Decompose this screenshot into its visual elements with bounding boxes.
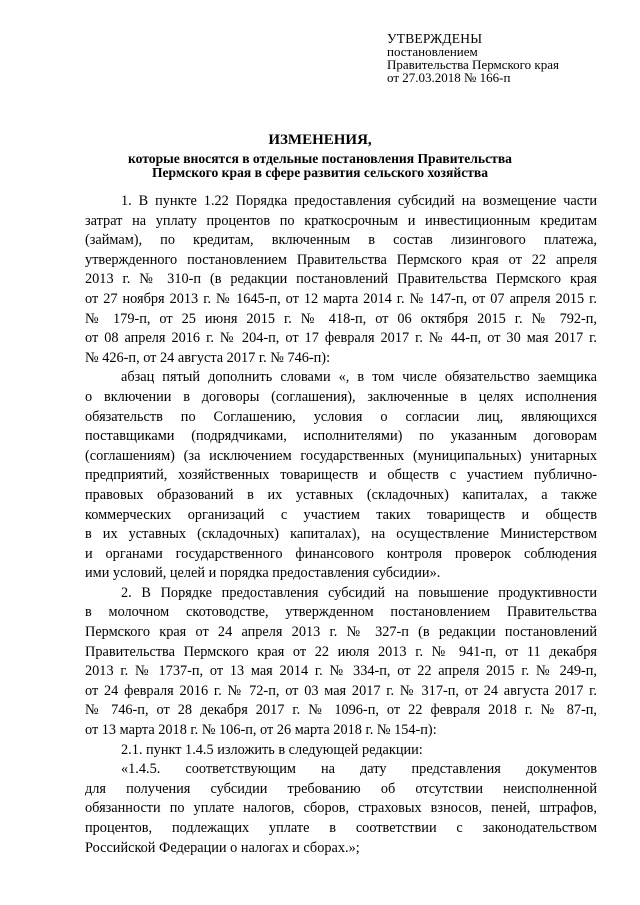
approval-line: Правительства Пермского края	[387, 57, 559, 72]
paragraph-line: для получения субсидии требованию об отсутствии неисполненной	[85, 780, 597, 797]
paragraph-line: «1.4.5. соответствующим на дату представления документов	[121, 761, 597, 778]
paragraph-line: предприятий, хозяйственных товариществ и обществ с участием публично-	[85, 467, 597, 484]
approval-line: постановлением	[387, 44, 478, 59]
paragraph-line: обязанности по уплате налогов, сборов, страховых взносов, пеней, штрафов,	[85, 800, 597, 817]
paragraph-line: Правительства Пермского края от 22 июля 2013 г. № 941-п, от 11 декабря	[85, 643, 597, 660]
paragraph-line: от 08 апреля 2016 г. № 204-п, от 17 февраля 2017 г. № 44-п, от 30 мая 2017 г.	[85, 330, 597, 347]
paragraph-line: процентов, подлежащих уплате в соответствии с законодательством	[85, 820, 597, 836]
paragraph-line: о включении в договоры (соглашения), заключенные в целях исполнения	[85, 388, 597, 405]
paragraph-line: 2. В Порядке предоставления субсидий на повышение продуктивности	[121, 584, 597, 601]
paragraph-line: № 746-п, от 28 декабря 2017 г. № 1096-п, от 22 февраля 2018 г. № 87-п,	[85, 702, 597, 719]
paragraph-line: № 426-п, от 24 августа 2017 г. № 746-п):	[85, 349, 331, 366]
paragraph-line: от 27 ноября 2013 г. № 1645-п, от 12 марта 2014 г. № 147-п, от 07 апреля 2015 г.	[85, 290, 597, 307]
paragraph-line: Российской Федерации о налогах и сборах.»;	[85, 839, 360, 856]
subtitle-line: Пермского края в сфере развития сельского хозяйства	[151, 165, 489, 180]
paragraph-line: (займам), по кредитам, включенным в состав лизингового платежа,	[85, 232, 597, 249]
paragraph-line: абзац пятый дополнить словами «, в том числе обязательство заемщика	[121, 369, 597, 386]
paragraph-line: и органами государственного финансового контроля проверок соблюдения	[85, 545, 597, 562]
paragraph-line: ими условий, целей и порядка предоставления субсидии».	[85, 565, 441, 582]
paragraph-line: 2013 г. № 310-п (в редакции постановлений Правительства Пермского края	[85, 271, 597, 288]
paragraph-line: № 179-п, от 25 июня 2015 г. № 418-п, от 06 октября 2015 г. № 792-п,	[85, 310, 597, 327]
paragraph-line: 2.1. пункт 1.4.5 изложить в следующей редакции:	[121, 741, 423, 758]
paragraph-line: Пермского края от 24 апреля 2013 г. № 327-п (в редакции постановлений	[85, 624, 597, 641]
paragraph-line: правовых образований в их уставных (складочных) капиталах, а также	[85, 486, 597, 503]
paragraph-line: коммерческих организаций с участием таких товариществ и обществ	[85, 506, 597, 523]
subtitle-line: которые вносятся в отдельные постановления Правительства	[128, 151, 512, 166]
paragraph-line: утвержденного постановлением Правительства Пермского края от 22 апреля	[85, 251, 597, 268]
paragraph-line: от 13 марта 2018 г. № 106-п, от 26 марта 2018 г. № 154-п):	[85, 722, 437, 739]
paragraph-line: 1. В пункте 1.22 Порядка предоставления субсидий на возмещение части	[121, 193, 597, 209]
document-subtitle	[0, 152, 640, 180]
document-body	[85, 192, 597, 858]
document-title: ИЗМЕНЕНИЯ,	[268, 132, 372, 148]
approval-heading: УТВЕРЖДЕНЫ	[387, 31, 483, 46]
paragraph-line: в молочном скотоводстве, утвержденном постановлением Правительства	[85, 604, 597, 621]
paragraph-line: 2013 г. № 1737-п, от 13 мая 2014 г. № 334-п, от 22 апреля 2015 г. № 249-п,	[85, 663, 597, 680]
paragraph-line: от 24 февраля 2016 г. № 72-п, от 03 мая 2017 г. № 317-п, от 24 августа 2017 г.	[85, 682, 597, 699]
paragraph-line: (соглашениям) (за исключением государственных (муниципальных) унитарных	[85, 447, 597, 464]
paragraph-line: в их уставных (складочных) капиталах), на осуществление Министерством	[85, 526, 597, 543]
approval-line: от 27.03.2018 № 166-п	[387, 70, 511, 85]
paragraph-line: обязательств по Соглашению, условия о согласии лиц, являющихся	[85, 408, 597, 425]
approval-stamp	[387, 32, 559, 84]
paragraph-line: затрат на уплату процентов по краткосрочным и инвестиционным кредитам	[85, 212, 597, 229]
paragraph-line: поставщиками (подрядчиками, исполнителями) по указанным договорам	[85, 428, 597, 445]
